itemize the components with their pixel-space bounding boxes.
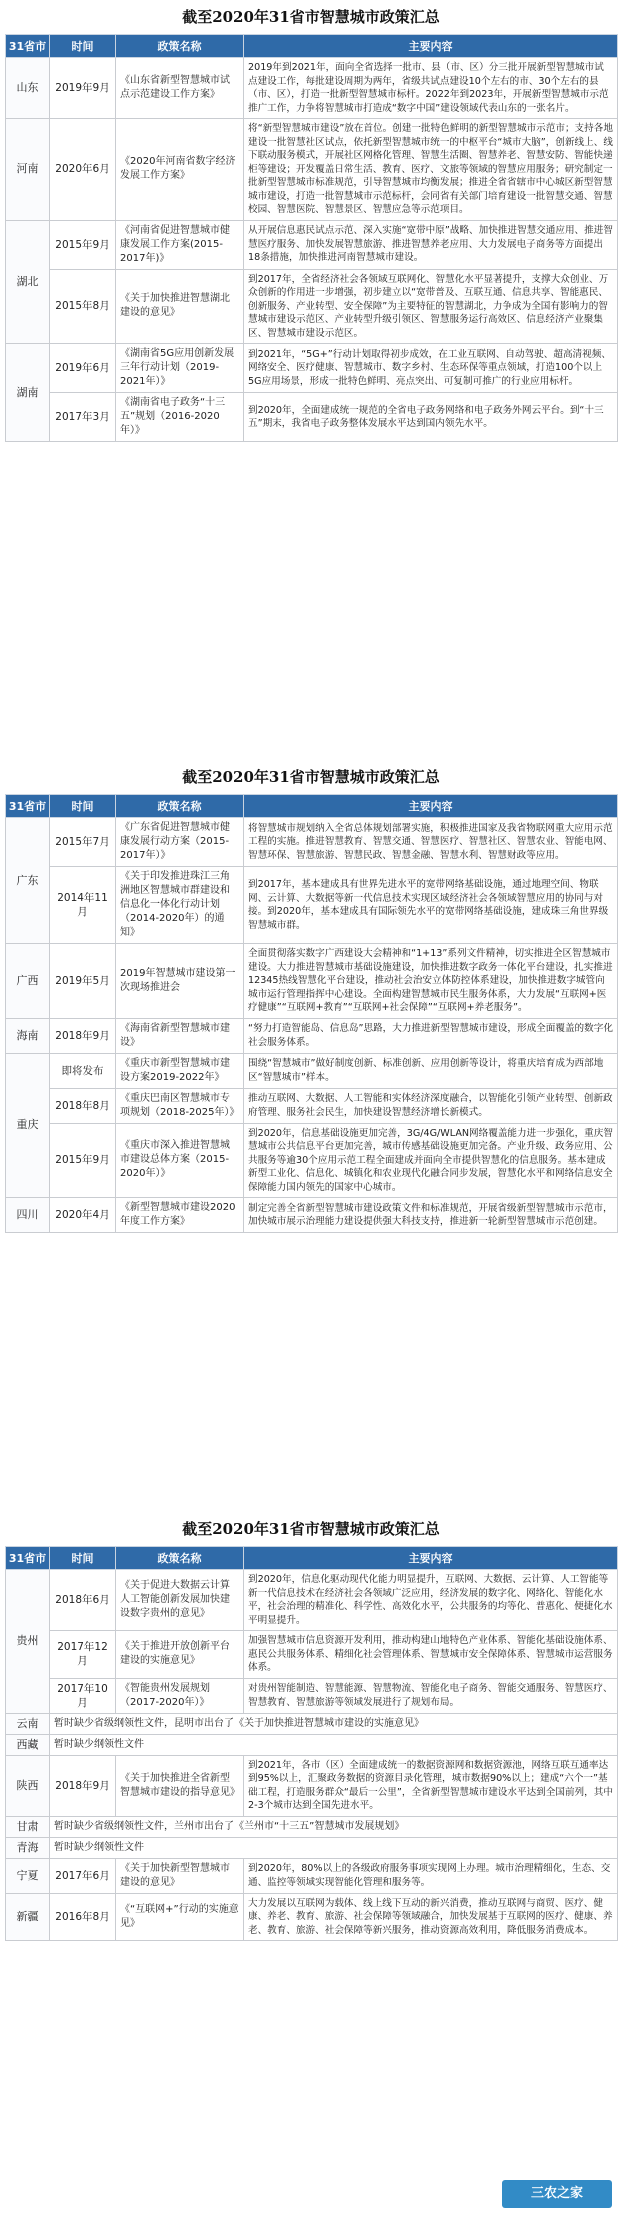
province-cell: 云南 bbox=[6, 1713, 50, 1734]
province-cell: 河南 bbox=[6, 119, 50, 221]
table-row bbox=[6, 220, 618, 269]
policy-cell: 《湖南省5G应用创新发展三年行动计划（2019-2021年）》 bbox=[116, 344, 244, 393]
province-cell: 宁夏 bbox=[6, 1858, 50, 1893]
header-policy: 政策名称 bbox=[116, 1547, 244, 1570]
content-cell: 对贵州智能制造、智慧能源、智慧物流、智能化电子商务、智能交通服务、智慧医疗、智慧教育、智慧旅游等领域发展进行了规划布局。 bbox=[244, 1678, 618, 1713]
table-row bbox=[6, 1678, 618, 1713]
content-cell: 加强智慧城市信息资源开发利用，推动构建山地特色产业体系、智能化基础设施体系、惠民公共服务体系、精细化社会管理体系、智慧城市安全保障体系、智慧城市运营服务体系。 bbox=[244, 1631, 618, 1679]
policy-cell: 《关于印发推进珠江三角洲地区智慧城市群建设和信息化一体化行动计划（2014-2020年）的通知》 bbox=[116, 867, 244, 944]
note-cell: 暂时缺少纲领性文件 bbox=[50, 1734, 618, 1755]
header-province: 31省市 bbox=[6, 1547, 50, 1570]
header-time: 时间 bbox=[50, 1547, 116, 1570]
table-row bbox=[6, 1570, 618, 1631]
content-cell: 将“新型智慧城市建设”放在首位。创建一批特色鲜明的新型智慧城市示范市；支持各地建设一批智慧社区试点，依托新型智慧城市统一的中枢平台“城市大脑”，创新线上、线下联动服务模式，开展社区网格化管理、智慧生活圈、智慧养老、智慧安防、智能快递柜等建设；开发覆盖日常生活、教育、医疗、文旅等领域的智慧应用服务；研究制定一批新型智慧城市标准规范，引导智慧城市均衡发展；推进全省省辖市中心城区新型智慧城市建设，打造一批智慧城市示范标杆，会同省有关部门培育建设一批智慧交通、智慧校园、智慧医院、智慧景区、智慧应急等示范项目。 bbox=[244, 119, 618, 221]
time-cell: 2016年8月 bbox=[50, 1893, 116, 1941]
table-row bbox=[6, 1123, 618, 1198]
policy-cell: 《关于加快新型智慧城市建设的意见》 bbox=[116, 1858, 244, 1893]
content-cell: 到2020年，信息基础设施更加完善，3G/4G/WLAN网络覆盖能力进一步强化，重庆智慧城市公共信息平台更加完善，城市传感基础设施更加完备。产业升级、政务应用、公共服务等逾30个应用示范工程全面建成并面向全市提供智慧化的信息服务。基本建成新型工业化、信息化、城镇化和农业现代化融合同步发展，智慧化水平和网络信息安全保障能力国内领先的国家中心城市。 bbox=[244, 1123, 618, 1198]
table-row bbox=[6, 269, 618, 344]
time-cell: 2018年8月 bbox=[50, 1088, 116, 1123]
policy-cell: 《山东省新型智慧城市试点示范建设工作方案》 bbox=[116, 58, 244, 119]
table-row bbox=[6, 1893, 618, 1941]
time-cell: 2014年11月 bbox=[50, 867, 116, 944]
table-row bbox=[6, 944, 618, 1019]
content-cell: “努力打造智能岛、信息岛”思路，大力推进新型智慧城市建设，形成全面覆盖的数字化社会服务体系。 bbox=[244, 1018, 618, 1053]
header-policy: 政策名称 bbox=[116, 35, 244, 58]
policy-cell: 《关于加快推进全省新型智慧城市建设的指导意见》 bbox=[116, 1755, 244, 1816]
content-cell: 制定完善全省新型智慧城市建设政策文件和标准规范，开展省级新型智慧城市示范市，加快城市展示治理能力建设提供强大科技支持，推进新一轮新型智慧城市示范创建。 bbox=[244, 1198, 618, 1233]
table-row bbox=[6, 1755, 618, 1816]
table-row bbox=[6, 1018, 618, 1053]
province-cell: 湖北 bbox=[6, 220, 50, 344]
header-province: 31省市 bbox=[6, 795, 50, 818]
time-cell: 2015年9月 bbox=[50, 220, 116, 269]
time-cell: 2018年9月 bbox=[50, 1755, 116, 1816]
policy-section-2 bbox=[0, 760, 622, 1233]
policy-section-1 bbox=[0, 0, 622, 442]
content-cell: 推动互联网、大数据、人工智能和实体经济深度融合，以智能化引领产业转型、创新政府管理、服务社会民生，加快建设智慧经济增长新模式。 bbox=[244, 1088, 618, 1123]
table-row bbox=[6, 1053, 618, 1088]
time-cell: 2020年4月 bbox=[50, 1198, 116, 1233]
policy-cell: 《2020年河南省数字经济发展工作方案》 bbox=[116, 119, 244, 221]
policy-cell: 《“互联网+”行动的实施意见》 bbox=[116, 1893, 244, 1941]
time-cell: 2015年8月 bbox=[50, 269, 116, 344]
table-row bbox=[6, 1713, 618, 1734]
content-cell: 到2020年，全面建成统一规范的全省电子政务网络和电子政务外网云平台。到“十三五”期末，我省电子政务整体发展水平达到国内领先水平。 bbox=[244, 393, 618, 442]
province-cell: 山东 bbox=[6, 58, 50, 119]
policy-table-2 bbox=[5, 794, 618, 1233]
header-policy: 政策名称 bbox=[116, 795, 244, 818]
time-cell: 2019年5月 bbox=[50, 944, 116, 1019]
policy-cell: 《重庆市新型智慧城市建设方案2019-2022年》 bbox=[116, 1053, 244, 1088]
time-cell: 2015年7月 bbox=[50, 818, 116, 867]
content-cell: 到2020年，80%以上的各级政府服务事项实现网上办理。城市治理精细化，生态、交通、监控等领域实现智能化管理和服务等。 bbox=[244, 1858, 618, 1893]
content-cell: 将智慧城市规划纳入全省总体规划部署实施，积极推进国家及我省物联网重大应用示范工程的实施。推进智慧教育、智慧交通、智慧医疗、智慧社区、智慧农业、智能电网、智慧环保、智慧旅游、智慧民政、智慧金融、智慧水利、智慧财政等应用。 bbox=[244, 818, 618, 867]
table-row bbox=[6, 1858, 618, 1893]
policy-cell: 《重庆市深入推进智慧城市建设总体方案（2015-2020年）》 bbox=[116, 1123, 244, 1198]
policy-cell: 《关于促进大数据云计算人工智能创新发展加快建设数字贵州的意见》 bbox=[116, 1570, 244, 1631]
policy-cell: 《新型智慧城市建设2020年度工作方案》 bbox=[116, 1198, 244, 1233]
province-cell: 海南 bbox=[6, 1018, 50, 1053]
time-cell: 2018年6月 bbox=[50, 1570, 116, 1631]
time-cell: 2018年9月 bbox=[50, 1018, 116, 1053]
province-cell: 陕西 bbox=[6, 1755, 50, 1816]
section-title: 截至2020年31省市智慧城市政策汇总 bbox=[182, 768, 440, 786]
content-cell: 到2021年，“5G+”行动计划取得初步成效，在工业互联网、自动驾驶、超高清视频、网络安全、医疗健康、智慧城市、数字乡村、生态环保等重点领域，打造100个以上5G应用场景，形成一批特色鲜明、亮点突出、可复制可推广的行业应用标杆。 bbox=[244, 344, 618, 393]
table-header-row bbox=[6, 35, 618, 58]
policy-cell: 《湖南省电子政务“十三五”规划（2016-2020年）》 bbox=[116, 393, 244, 442]
policy-table-3 bbox=[5, 1546, 618, 1941]
content-cell: 全面贯彻落实数字广西建设大会精神和“1+13”系列文件精神，切实推进全区智慧城市建设。大力推进智慧城市基础设施建设，加快推进数字政务一体化平台建设，扎实推进12345热线智慧化平台建设，推动社会治安立体防控体系建设，加快推进数字城管向城市运行管理指挥中心建设。全面构建智慧城市民生服务体系，大力发展“互联网+医疗健康”“互联网+教育”“互联网+社会保障”“互联网+养老服务”。 bbox=[244, 944, 618, 1019]
header-content: 主要内容 bbox=[244, 795, 618, 818]
time-cell: 2017年12月 bbox=[50, 1631, 116, 1679]
policy-cell: 《关于加快推进智慧湖北建设的意见》 bbox=[116, 269, 244, 344]
policy-section-3 bbox=[0, 1512, 622, 1941]
header-province: 31省市 bbox=[6, 35, 50, 58]
table-header-row bbox=[6, 1547, 618, 1570]
table-row bbox=[6, 119, 618, 221]
note-cell: 暂时缺少省级纲领性文件，昆明市出台了《关于加快推进智慧城市建设的实施意见》 bbox=[50, 1713, 618, 1734]
province-cell: 西藏 bbox=[6, 1734, 50, 1755]
content-cell: 大力发展以互联网为载体、线上线下互动的新兴消费，推动互联网与商贸、医疗、健康、养老、教育、旅游、社会保障等领域融合，加快发展基于互联网的医疗、健康、养老、教育、旅游、社会保障等新兴服务，推动资源高效利用，降低服务消费成本。 bbox=[244, 1893, 618, 1941]
table-row bbox=[6, 818, 618, 867]
time-cell: 2015年9月 bbox=[50, 1123, 116, 1198]
content-cell: 到2017年，全省经济社会各领域互联网化、智慧化水平显著提升，支撑大众创业、万众创新的作用进一步增强，初步建立以“宽带普及、互联互通、信息共享、智能惠民、创新服务、产业转型、安全保障”为主要特征的智慧湖北，力争成为全国有影响力的智慧城市建设示范区、产业转型升级引领区、智慧服务运行高效区、信息经济产业聚集区、智慧城市建设示范区。 bbox=[244, 269, 618, 344]
time-cell: 2019年9月 bbox=[50, 58, 116, 119]
province-cell: 广东 bbox=[6, 818, 50, 944]
policy-cell: 《重庆巴南区智慧城市专项规划（2018-2025年）》 bbox=[116, 1088, 244, 1123]
policy-cell: 《海南省新型智慧城市建设》 bbox=[116, 1018, 244, 1053]
content-cell: 围绕“智慧城市”做好制度创新、标准创新、应用创新等设计，将重庆培育成为西部地区“智慧城市”样本。 bbox=[244, 1053, 618, 1088]
policy-cell: 2019年智慧城市建设第一次现场推进会 bbox=[116, 944, 244, 1019]
content-cell: 2019年到2021年，面向全省选择一批市、县（市、区）分三批开展新型智慧城市试点建设工作，每批建设周期为两年，省级共试点建设10个左右的市、30个左右的县（市、区），打造一批新型智慧城市标杆。2022年到2023年，开展新型智慧城市示范推广工作，力争将智慧城市打造成“数字中国”建设领域代表山东的一张名片。 bbox=[244, 58, 618, 119]
policy-cell: 《关于推进开放创新平台建设的实施意见》 bbox=[116, 1631, 244, 1679]
content-cell: 到2020年，信息化驱动现代化能力明显提升，互联网、大数据、云计算、人工智能等新一代信息技术在经济社会各领域广泛应用，经济发展的数字化、网络化、智能化水平，社会治理的精准化、科学性、高效化水平，公共服务的均等化、普惠化、便捷化水平明显提升。 bbox=[244, 1570, 618, 1631]
table-row bbox=[6, 1088, 618, 1123]
content-cell: 从开展信息惠民试点示范、深入实施“宽带中原”战略、加快推进智慧交通应用、推进智慧医疗服务、加快发展智慧旅游、推进智慧养老应用、大力发展电子商务等方面提出18条措施，加快推进河南智慧城市建设。 bbox=[244, 220, 618, 269]
table-row bbox=[6, 58, 618, 119]
table-row bbox=[6, 1734, 618, 1755]
province-cell: 新疆 bbox=[6, 1893, 50, 1941]
section-title: 截至2020年31省市智慧城市政策汇总 bbox=[182, 8, 440, 26]
policy-cell: 《广东省促进智慧城市健康发展行动方案（2015-2017年）》 bbox=[116, 818, 244, 867]
table-row bbox=[6, 1198, 618, 1233]
table-row bbox=[6, 1837, 618, 1858]
header-content: 主要内容 bbox=[244, 1547, 618, 1570]
table-row bbox=[6, 1631, 618, 1679]
province-cell: 四川 bbox=[6, 1198, 50, 1233]
time-cell: 即将发布 bbox=[50, 1053, 116, 1088]
content-cell: 到2021年，各市（区）全面建成统一的数据资源网和数据资源池，网络互联互通率达到95%以上，汇聚政务数据的资源目录化管理，城市数据90%以上；建成“六个一”基础工程，打造服务群众“最后一公里”，全省新型智慧城市建设水平达到全国前列，其中2-3个城市达到全国先进水平。 bbox=[244, 1755, 618, 1816]
header-time: 时间 bbox=[50, 35, 116, 58]
province-cell: 贵州 bbox=[6, 1570, 50, 1714]
table-row bbox=[6, 867, 618, 944]
time-cell: 2019年6月 bbox=[50, 344, 116, 393]
time-cell: 2017年10月 bbox=[50, 1678, 116, 1713]
note-cell: 暂时缺少省级纲领性文件，兰州市出台了《兰州市“十三五”智慧城市发展规划》 bbox=[50, 1816, 618, 1837]
province-cell: 重庆 bbox=[6, 1053, 50, 1198]
header-content: 主要内容 bbox=[244, 35, 618, 58]
policy-cell: 《河南省促进智慧城市健康发展工作方案(2015-2017年)》 bbox=[116, 220, 244, 269]
table-header-row bbox=[6, 795, 618, 818]
site-watermark-logo bbox=[502, 2180, 612, 2208]
table-row bbox=[6, 1816, 618, 1837]
time-cell: 2017年3月 bbox=[50, 393, 116, 442]
header-time: 时间 bbox=[50, 795, 116, 818]
watermark-text: 三农之家 bbox=[530, 2186, 583, 2201]
province-cell: 甘肃 bbox=[6, 1816, 50, 1837]
table-row bbox=[6, 393, 618, 442]
time-cell: 2020年6月 bbox=[50, 119, 116, 221]
note-cell: 暂时缺少纲领性文件 bbox=[50, 1837, 618, 1858]
policy-cell: 《智能贵州发展规划（2017-2020年）》 bbox=[116, 1678, 244, 1713]
section-title: 截至2020年31省市智慧城市政策汇总 bbox=[182, 1520, 440, 1538]
table-row bbox=[6, 344, 618, 393]
province-cell: 湖南 bbox=[6, 344, 50, 442]
province-cell: 广西 bbox=[6, 944, 50, 1019]
policy-table-1 bbox=[5, 34, 618, 442]
time-cell: 2017年6月 bbox=[50, 1858, 116, 1893]
province-cell: 青海 bbox=[6, 1837, 50, 1858]
content-cell: 到2017年，基本建成具有世界先进水平的宽带网络基础设施，通过地理空间、物联网、云计算、大数据等新一代信息技术实现区域经济社会各领域智慧应用的协同与对接。到2020年，基本建成具有国际领先水平的宽带网络基础设施，建成珠三角世界级智慧城市群。 bbox=[244, 867, 618, 944]
